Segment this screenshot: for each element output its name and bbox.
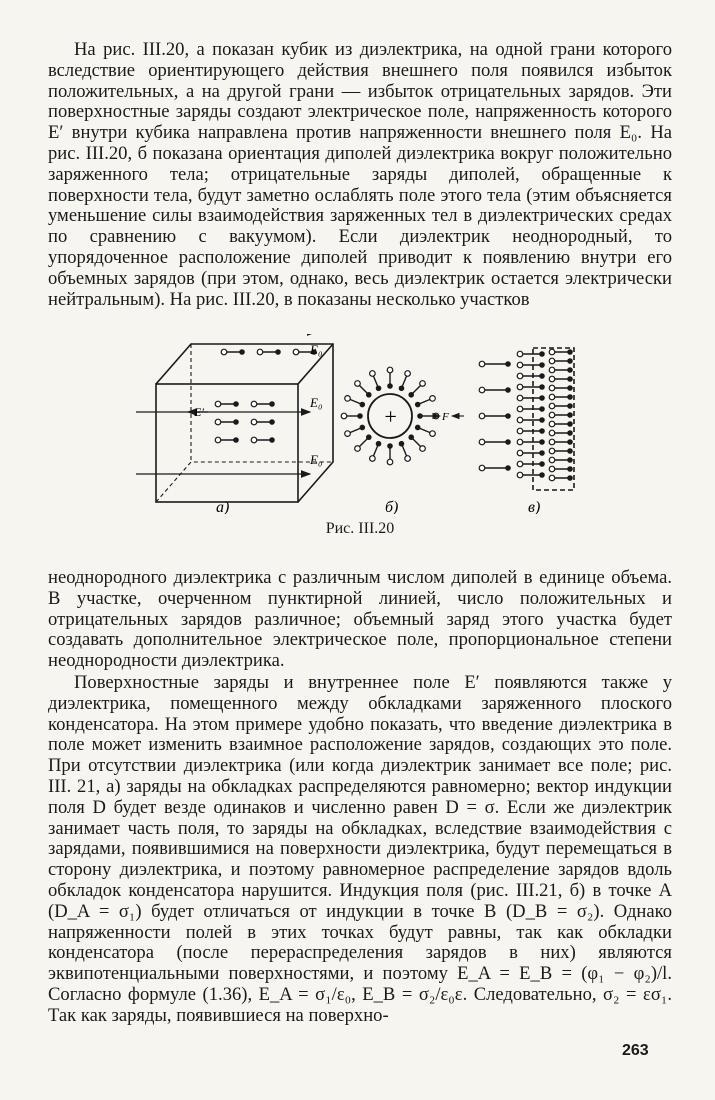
field-label-top: E₀	[310, 342, 323, 357]
label-c: в)	[528, 499, 541, 514]
figure-iii-20	[48, 334, 672, 546]
field-label-middle: E₀	[310, 395, 323, 410]
cube-dipoles	[215, 349, 317, 443]
cube-diagram	[136, 334, 333, 502]
label-a: а)	[216, 499, 230, 514]
figure-caption: Рис. III.20	[325, 520, 395, 537]
force-label: F	[442, 411, 449, 423]
page-number: 263	[622, 1042, 649, 1059]
plus-sign: +	[383, 404, 398, 429]
label-b: б)	[385, 499, 399, 514]
inhomogeneous-diagram	[479, 348, 574, 490]
paragraph-2: неоднородного диэлектрика с различным числом диполей в единице объема. В участке, очерченном пунктирной линией, число положительных и отрицательных зарядов различное; объемный заряд этого участка будет создавать дополнительное электрическое поле, пропорциональное степени неоднородности диэлектрика.	[48, 567, 672, 672]
paragraph-1: На рис. III.20, а показан кубик из диэлектрика, на одной грани которого вследствие ориентирующего действия внешнего поля появился избыток положительных, а на другой грани — избыток отрицательных зарядов. Эти поверхностные заряды создают электрическое поле, напряженность которого E′ внутри кубика направлена против напряженности внешнего поля E₀. На рис. III.20, б показана ориентация диполей диэлектрика вокруг положительно заряженного тела; отрицательные заряды диполей, обращенные к поверхности тела, будут заметно ослаблять поле этого тела (этим объясняется уменьшение силы взаимодействия заряженных тел в диэлектрических средах по сравнению с вакуумом). Если диэлектрик неоднородный, то упорядоченное расположение диполей приводит к появлению внутри его объемных зарядов (при этом, однако, весь диэлектрик остается электрически нейтральным). На рис. III.20, в показаны несколько участков	[48, 39, 672, 310]
field-label-bottom: E₀	[310, 452, 323, 467]
sphere-diagram	[341, 367, 464, 465]
inner-field-label: E′	[194, 405, 204, 419]
figure-drawing	[48, 334, 672, 514]
paragraph-3: Поверхностные заряды и внутреннее поле E′ появляются также у диэлектрика, помещенного между обкладками заряженного плоского конденсатора. На этом примере удобно показать, что введение диэлектрика в поле может изменить взаимное расположение зарядов, создающих это поле. При отсутствии диэлектрика (или когда диэлектрик занимает все поле; рис. III. 21, а) заряды на обкладках распределяются равномерно; вектор индукции поля D будет везде одинаков и численно равен D = σ. Если же диэлектрик занимает часть поля, то заряды на обкладках, вследствие взаимодействия с зарядами, появившимися на поверхности диэлектрика, будут перемещаться в сторону диэлектрика, и поэтому равномерное распределение зарядов вдоль обкладок конденсатора нарушится. Индукция поля (рис. III.21, б) в точке A (D_A = σ₁) будет отличаться от индукции в точке B (D_B = σ₂). Однако напряженности полей в этих точках будут равны, так как обкладки конденсатора (после перераспределения зарядов в них) являются эквипотенциальными поверхностями, и поэтому E_A = E_B = (φ₁ − φ₂)/l. Согласно формуле (1.36), E_A = σ₁/ε₀, E_B = σ₂/ε₀ε. Следовательно, σ₂ = εσ₁. Так как заряды, появившиеся на поверхно-	[48, 672, 672, 1026]
